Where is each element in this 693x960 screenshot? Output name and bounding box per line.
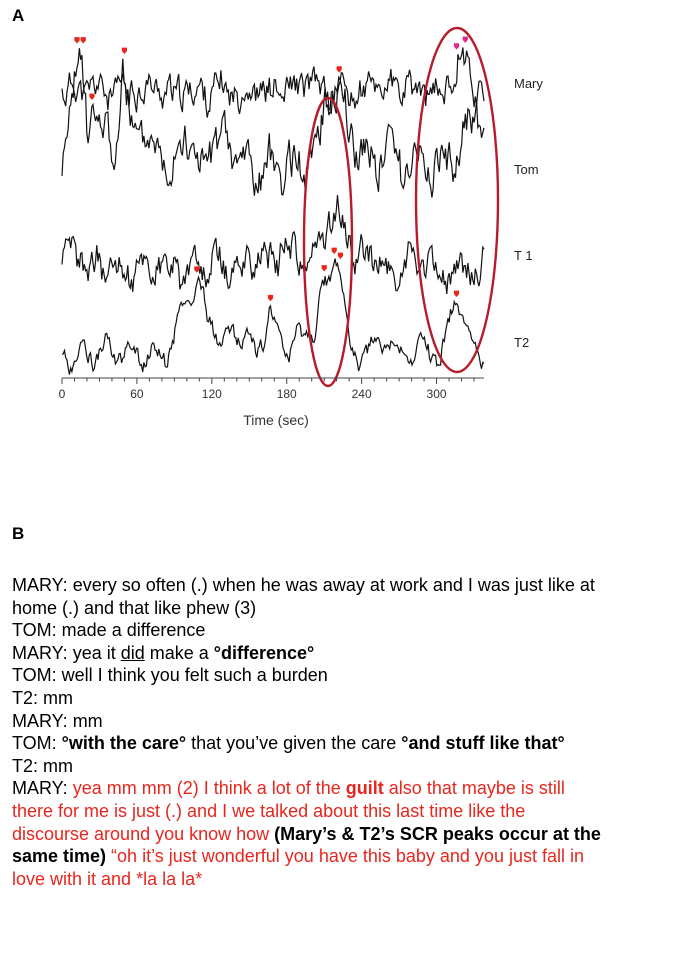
transcript-line bbox=[12, 755, 688, 778]
scr-peak-marker bbox=[463, 36, 468, 42]
transcript-line bbox=[12, 664, 688, 687]
trace-label: T2 bbox=[514, 335, 530, 350]
trace-label: Mary bbox=[514, 76, 543, 91]
trace-line bbox=[62, 48, 484, 118]
panel-a-label: A bbox=[12, 6, 25, 25]
transcript-line bbox=[12, 574, 688, 597]
transcript-line bbox=[12, 732, 688, 755]
scr-peak-marker bbox=[337, 66, 342, 72]
transcript-segment: MARY: yea it bbox=[12, 642, 121, 663]
trace-label: Tom bbox=[514, 162, 539, 177]
x-tick-label: 120 bbox=[201, 387, 222, 401]
x-tick-label: 0 bbox=[58, 387, 66, 401]
transcript-line bbox=[12, 597, 688, 620]
x-tick-label: 300 bbox=[426, 387, 447, 401]
scr-peak-marker bbox=[194, 266, 199, 272]
transcript-line bbox=[12, 687, 688, 710]
transcript-segment: MARY: mm bbox=[12, 710, 103, 731]
transcript-line bbox=[12, 845, 688, 868]
scr-peak-marker bbox=[322, 265, 327, 271]
scr-peak-marker bbox=[74, 37, 79, 43]
scr-peak-marker bbox=[89, 94, 94, 100]
transcript-segment: yea mm mm (2) I think a lot of the bbox=[72, 778, 346, 799]
transcript-line bbox=[12, 777, 688, 800]
x-tick-label: 240 bbox=[351, 387, 372, 401]
transcript-line bbox=[12, 868, 688, 891]
transcript-segment: MARY: bbox=[12, 778, 73, 799]
transcript-line bbox=[12, 619, 688, 642]
transcript-segment: (Mary’s & T2’s SCR peaks occur at the bbox=[274, 823, 601, 844]
transcript-segment: also that maybe is still bbox=[383, 778, 565, 799]
transcript-segment: MARY: every so often (.) when he was away at work and I was just like at bbox=[12, 575, 595, 595]
transcript-segment: that you’ve given the care bbox=[186, 733, 402, 754]
scr-chart bbox=[0, 0, 693, 460]
transcript-segment: T2: mm bbox=[12, 755, 73, 776]
transcript-segment: “oh it’s just wonderful you have this baby and you just fall in bbox=[106, 846, 584, 867]
scr-peak-marker bbox=[338, 253, 343, 259]
transcript-line bbox=[12, 823, 688, 846]
transcript-segment: TOM: made a difference bbox=[12, 620, 206, 641]
transcript-segment: T2: mm bbox=[12, 687, 73, 708]
scr-peak-marker bbox=[268, 295, 273, 301]
transcript-segment: TOM: bbox=[12, 733, 62, 754]
transcript-line bbox=[12, 642, 688, 665]
scr-peak-marker bbox=[81, 37, 86, 43]
transcript-segment: make a bbox=[144, 642, 214, 663]
trace-label: T 1 bbox=[514, 248, 533, 263]
transcript bbox=[12, 574, 688, 890]
scr-peak-marker bbox=[454, 291, 459, 297]
transcript-segment: TOM: well I think you felt such a burden bbox=[12, 665, 328, 686]
transcript-segment: did bbox=[120, 642, 145, 663]
panel-b-label: B bbox=[12, 524, 25, 543]
transcript-segment: °difference° bbox=[213, 642, 315, 663]
transcript-segment: same time) bbox=[12, 846, 107, 867]
scr-peak-marker bbox=[122, 48, 127, 54]
transcript-line bbox=[12, 710, 688, 733]
x-tick-label: 60 bbox=[130, 387, 144, 401]
highlight-ellipse bbox=[304, 98, 352, 386]
x-tick-label: 180 bbox=[276, 387, 297, 401]
transcript-segment: home (.) and that like phew (3) bbox=[12, 597, 257, 618]
transcript-line bbox=[12, 800, 688, 823]
transcript-segment: discourse around you know how bbox=[12, 823, 275, 844]
transcript-segment: there for me is just (.) and I we talked about this last time like the bbox=[12, 800, 526, 821]
scr-peak-marker bbox=[332, 248, 337, 254]
transcript-segment: °and stuff like that° bbox=[401, 733, 565, 754]
transcript-segment: guilt bbox=[345, 778, 384, 799]
transcript-segment: love with it and *la la la* bbox=[12, 868, 203, 889]
scr-peak-marker bbox=[454, 43, 459, 49]
x-axis-label: Time (sec) bbox=[243, 412, 309, 428]
transcript-segment: °with the care° bbox=[61, 733, 187, 754]
